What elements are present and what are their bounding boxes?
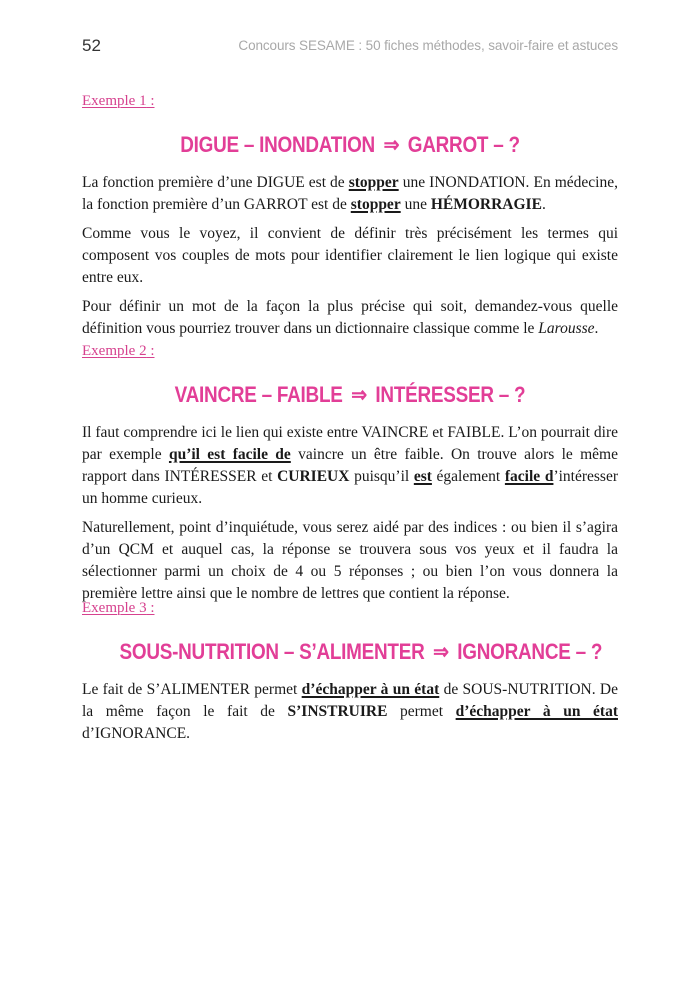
example-1-paragraph-1: La fonction première d’une DIGUE est de stopper une INONDATION. En médecine, la fonction première d’un GARROT est de stopper une HÉMORRAGIE. bbox=[82, 174, 618, 213]
example-3-section bbox=[82, 600, 618, 745]
example-1-label: Exemple 1 : bbox=[82, 93, 618, 110]
example-1-section bbox=[82, 93, 618, 340]
implies-arrow-icon: ⇒ bbox=[433, 639, 449, 664]
example-1-paragraph-3: Pour définir un mot de la façon la plus précise qui soit, demandez-vous quelle définition vous pourriez trouver dans un dictionnaire classique comme le Larousse. bbox=[82, 298, 618, 337]
example-3-paragraph-1: Le fait de S’ALIMENTER permet d’échapper à un état de SOUS-NUTRITION. De la même façon le fait de S’INSTRUIRE permet d’échapper à un état d’IGNORANCE. bbox=[82, 681, 618, 742]
page-number: 52 bbox=[82, 36, 101, 55]
running-title: Concours SESAME : 50 fiches méthodes, savoir-faire et astuces bbox=[238, 38, 618, 53]
example-2-paragraph-1: Il faut comprendre ici le lien qui existe entre VAINCRE et FAIBLE. L’on pourrait dire par exemple qu’il est facile de vaincre un être faible. On trouve alors le même rapport dans INTÉRESSER et CURIEUX puisqu’il est également facile d’intéresser un homme curieux. bbox=[82, 424, 618, 507]
example-1-paragraph-2: Comme vous le voyez, il convient de définir très précisément les termes qui composent vos couples de mots pour identifier clairement le lien logique qui existe entre eux. bbox=[82, 225, 618, 286]
example-2-paragraph-2: Naturellement, point d’inquiétude, vous serez aidé par des indices : ou bien il s’agira d’un QCM et auquel cas, la réponse se trouvera sous vos yeux et il faudra la sélectionner parmi un choix de 4 ou 5 réponses ; ou bien l’on vous donnera la première lettre ainsi que le nombre de lettres que contient la réponse. bbox=[82, 519, 618, 602]
example-1-headline-right: GARROT – ? bbox=[407, 132, 520, 157]
example-3-headline-right: IGNORANCE – ? bbox=[457, 639, 603, 664]
implies-arrow-icon: ⇒ bbox=[351, 382, 367, 407]
example-1-headline bbox=[120, 132, 581, 158]
example-2-headline-left: VAINCRE – FAIBLE bbox=[174, 382, 343, 407]
example-3-headline-left: SOUS-NUTRITION – S’ALIMENTER bbox=[119, 639, 425, 664]
example-2-label: Exemple 2 : bbox=[82, 343, 618, 360]
example-3-headline bbox=[119, 639, 603, 665]
example-3-label: Exemple 3 : bbox=[82, 600, 618, 617]
example-2-headline bbox=[120, 382, 581, 408]
example-2-section bbox=[82, 343, 618, 605]
example-2-headline-right: INTÉRESSER – ? bbox=[375, 382, 526, 407]
page-header bbox=[82, 36, 618, 60]
example-1-headline-left: DIGUE – INONDATION bbox=[180, 132, 375, 157]
implies-arrow-icon: ⇒ bbox=[383, 132, 400, 157]
